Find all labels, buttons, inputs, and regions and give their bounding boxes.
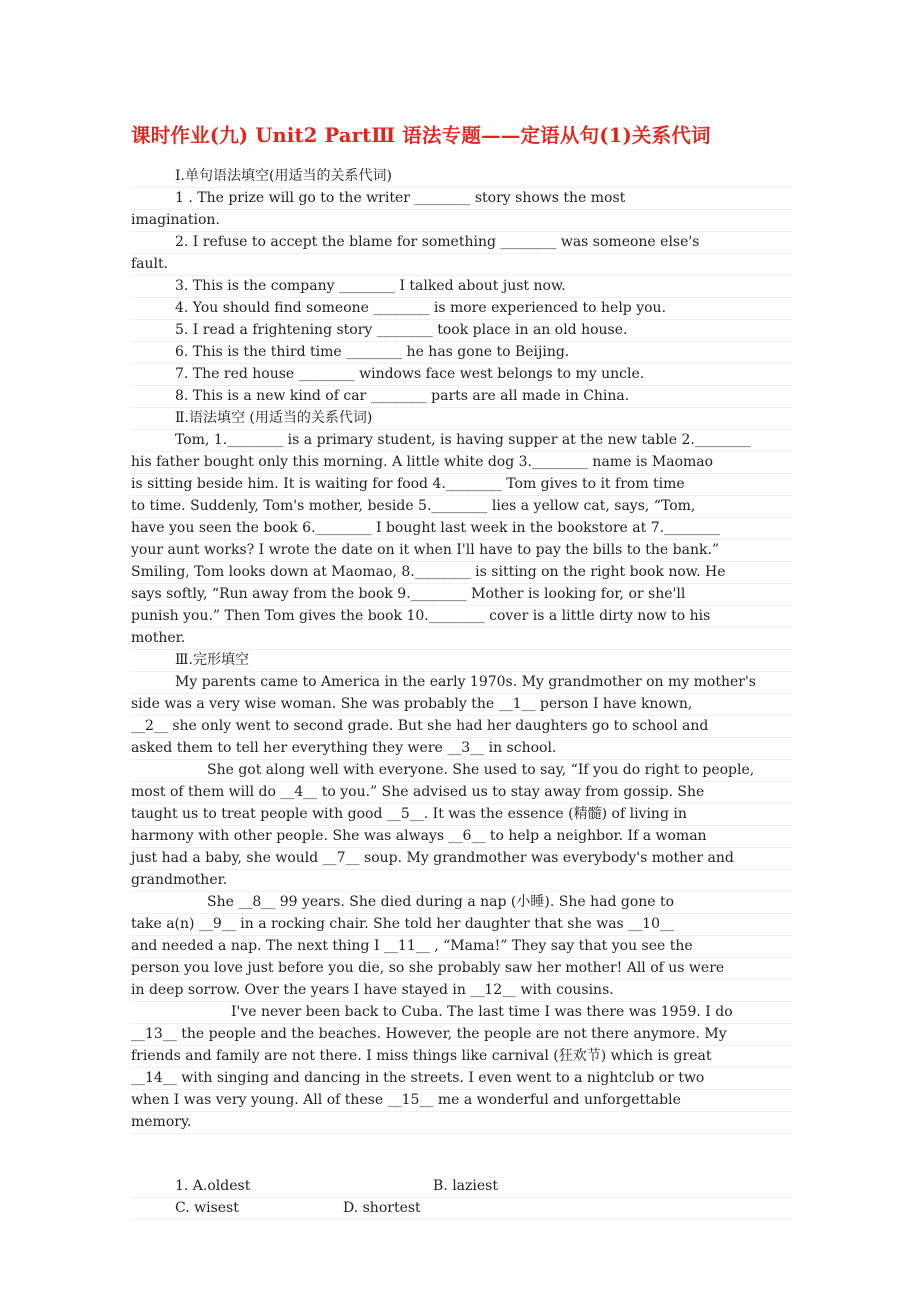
question-line: 8. This is a new kind of car ________ parts are all made in China. — [131, 386, 791, 408]
cloze-line: taught us to treat people with good __5__. It was the essence (精髓) of living in — [131, 804, 791, 826]
question-line: imagination. — [131, 210, 791, 232]
cloze-line: harmony with other people. She was always __6__ to help a neighbor. If a woman — [131, 826, 791, 848]
cloze-line: __13__ the people and the beaches. However, the people are not there anymore. My — [131, 1024, 791, 1046]
cloze-line: when I was very young. All of these __15__ me a wonderful and unforgettable — [131, 1090, 791, 1112]
worksheet-page — [131, 122, 791, 1220]
cloze-line: I've never been back to Cuba. The last time I was there was 1959. I do — [131, 1002, 791, 1024]
passage-line: have you seen the book 6.________ I bought last week in the bookstore at 7.________ — [131, 518, 791, 540]
cloze-line: just had a baby, she would __7__ soup. My grandmother was everybody's mother and — [131, 848, 791, 870]
question-line: 4. You should find someone ________ is more experienced to help you. — [131, 298, 791, 320]
cloze-line: asked them to tell her everything they were __3__ in school. — [131, 738, 791, 760]
options-row — [131, 1176, 791, 1198]
cloze-line: She got along well with everyone. She used to say, “If you do right to people, — [131, 760, 791, 782]
option-a: 1. A.oldest — [175, 1178, 251, 1194]
passage-line: says softly, “Run away from the book 9.________ Mother is looking for, or she'll — [131, 584, 791, 606]
section-heading: Ⅰ.单句语法填空(用适当的关系代词) — [131, 166, 791, 188]
cloze-line: person you love just before you die, so she probably saw her mother! All of us were — [131, 958, 791, 980]
passage-line: your aunt works? I wrote the date on it when I'll have to pay the bills to the bank.” — [131, 540, 791, 562]
option-c: C. wisest — [175, 1200, 239, 1216]
cloze-line: take a(n) __9__ in a rocking chair. She told her daughter that she was __10__ — [131, 914, 791, 936]
passage-line: punish you.” Then Tom gives the book 10.________ cover is a little dirty now to his — [131, 606, 791, 628]
question-line: 7. The red house ________ windows face west belongs to my uncle. — [131, 364, 791, 386]
cloze-line: side was a very wise woman. She was probably the __1__ person I have known, — [131, 694, 791, 716]
cloze-line: most of them will do __4__ to you.” She advised us to stay away from gossip. She — [131, 782, 791, 804]
question-line: 3. This is the company ________ I talked about just now. — [131, 276, 791, 298]
passage-line: Smiling, Tom looks down at Maomao, 8.________ is sitting on the right book now. He — [131, 562, 791, 584]
section-heading: Ⅲ.完形填空 — [131, 650, 791, 672]
cloze-line: friends and family are not there. I miss things like carnival (狂欢节) which is great — [131, 1046, 791, 1068]
passage-line: is sitting beside him. It is waiting for food 4.________ Tom gives to it from time — [131, 474, 791, 496]
option-b: B. laziest — [433, 1178, 498, 1194]
cloze-line: __2__ she only went to second grade. But she had her daughters go to school and — [131, 716, 791, 738]
question-line: 5. I read a frightening story ________ took place in an old house. — [131, 320, 791, 342]
passage-line: his father bought only this morning. A little white dog 3.________ name is Maomao — [131, 452, 791, 474]
cloze-line: She __8__ 99 years. She died during a nap (小睡). She had gone to — [131, 892, 791, 914]
option-d: D. shortest — [343, 1200, 421, 1216]
question-line: 1 . The prize will go to the writer ________ story shows the most — [131, 188, 791, 210]
cloze-line: and needed a nap. The next thing I __11__ , “Mama!” They say that you see the — [131, 936, 791, 958]
cloze-line: grandmother. — [131, 870, 791, 892]
cloze-line: in deep sorrow. Over the years I have stayed in __12__ with cousins. — [131, 980, 791, 1002]
passage-line: mother. — [131, 628, 791, 650]
options-row — [131, 1198, 791, 1220]
question-line: 2. I refuse to accept the blame for something ________ was someone else's — [131, 232, 791, 254]
passage-line: to time. Suddenly, Tom's mother, beside 5.________ lies a yellow cat, says, “Tom, — [131, 496, 791, 518]
question-line: fault. — [131, 254, 791, 276]
passage-line: Tom, 1.________ is a primary student, is having supper at the new table 2.________ — [131, 430, 791, 452]
spacer — [131, 1134, 791, 1176]
cloze-line: My parents came to America in the early 1970s. My grandmother on my mother's — [131, 672, 791, 694]
page-title: 课时作业(九) Unit2 PartⅢ 语法专题——定语从句(1)关系代词 — [131, 124, 711, 147]
question-line: 6. This is the third time ________ he has gone to Beijing. — [131, 342, 791, 364]
cloze-line: __14__ with singing and dancing in the streets. I even went to a nightclub or two — [131, 1068, 791, 1090]
section-heading: Ⅱ.语法填空 (用适当的关系代词) — [131, 408, 791, 430]
cloze-line: memory. — [131, 1112, 791, 1134]
